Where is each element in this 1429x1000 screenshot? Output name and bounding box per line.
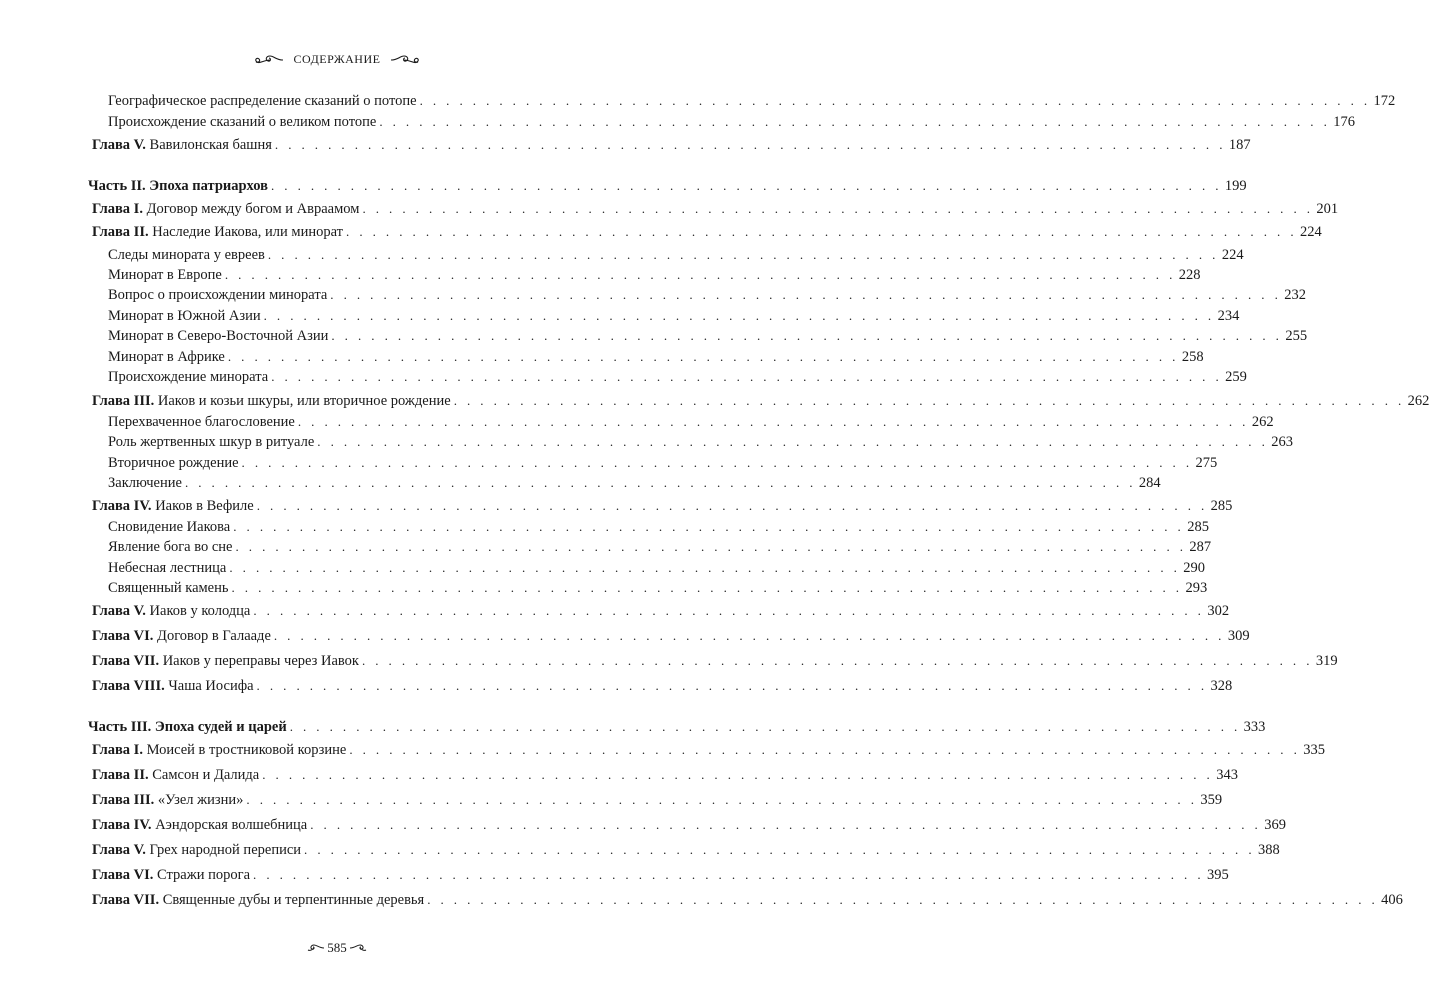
toc-chapter-entry bbox=[92, 791, 1223, 809]
toc-entry-title: Чаша Иосифа bbox=[164, 678, 254, 694]
toc-entry-title: Иаков в Вефиле bbox=[151, 498, 254, 514]
toc-entry-prefix: Глава VI. bbox=[92, 867, 154, 883]
dot-leader: . . . . . . . . . . . . . . . . . . . . . . . . . . . . . . . . . . . . . . . . . . . . . . . . . . . . . . . . . . . . . . . . . . . . . . . . bbox=[270, 178, 1222, 193]
toc-entry-title: Вопрос о происхождении минората bbox=[108, 287, 328, 303]
toc-page-number: 406 bbox=[1381, 892, 1403, 908]
dot-leader: . . . . . . . . . . . . . . . . . . . . . . . . . . . . . . . . . . . . . . . . . . . . . . . . . . . . . . . . . . . . . . . . . . . . . . . . bbox=[362, 201, 1314, 216]
toc-entry-label bbox=[92, 223, 343, 241]
toc-entry-label bbox=[108, 266, 222, 284]
toc-section-entry bbox=[108, 433, 1293, 451]
toc-chapter-entry bbox=[92, 652, 1338, 670]
dot-leader: . . . . . . . . . . . . . . . . . . . . . . . . . . . . . . . . . . . . . . . . . . . . . . . . . . . . . . . . . . . . . . . . . . . . . . . . bbox=[274, 137, 1226, 152]
toc-page-number: 335 bbox=[1303, 742, 1326, 758]
flourish-left-icon bbox=[254, 54, 284, 66]
toc-page-number: 263 bbox=[1271, 434, 1293, 450]
toc-entry-title: Самсон и Далида bbox=[148, 767, 260, 783]
dot-leader: . . . . . . . . . . . . . . . . . . . . . . . . . . . . . . . . . . . . . . . . . . . . . . . . . . . . . . . . . . . . . . . . . . . . . . . . bbox=[419, 93, 1371, 108]
toc-section-entry bbox=[108, 327, 1308, 345]
toc-entry-title: Договор между богом и Авраамом bbox=[142, 201, 360, 217]
dot-leader: . . . . . . . . . . . . . . . . . . . . . . . . . . . . . . . . . . . . . . . . . . . . . . . . . . . . . . . . . . . . . . . . . . . . . . . . bbox=[289, 719, 1241, 734]
toc-entry-title: Явление бога во сне bbox=[108, 539, 233, 555]
toc-chapter-entry bbox=[92, 677, 1233, 695]
toc-page-number: 284 bbox=[1138, 475, 1161, 491]
toc-entry-prefix: Глава III. bbox=[92, 393, 155, 409]
toc-section-entry bbox=[108, 538, 1212, 556]
toc-entry-label bbox=[108, 538, 232, 556]
dot-leader: . . . . . . . . . . . . . . . . . . . . . . . . . . . . . . . . . . . . . . . . . . . . . . . . . . . . . . . . . . . . . . . . . . . . . . . . bbox=[231, 580, 1183, 595]
toc-entry-label bbox=[108, 92, 417, 110]
toc-chapter-entry bbox=[92, 891, 1403, 909]
toc-entry-prefix: Глава I. bbox=[92, 201, 143, 217]
toc-page-number: 285 bbox=[1210, 498, 1233, 514]
dot-leader: . . . . . . . . . . . . . . . . . . . . . . . . . . . . . . . . . . . . . . . . . . . . . . . . . . . . . . . . . . . . . . . . . . . . . . . . bbox=[267, 247, 1219, 262]
page-footer bbox=[0, 940, 674, 956]
toc-entry-prefix: Глава IV. bbox=[92, 817, 152, 833]
dot-leader: . . . . . . . . . . . . . . . . . . . . . . . . . . . . . . . . . . . . . . . . . . . . . . . . . . . . . . . . . . . . . . . . . . . . . . . . bbox=[263, 308, 1215, 323]
toc-entry-label bbox=[108, 454, 239, 472]
toc-entry-prefix: Глава II. bbox=[92, 224, 149, 240]
toc-entry-label bbox=[88, 718, 287, 736]
toc-entry-title: Происхождение сказаний о великом потопе bbox=[108, 114, 377, 130]
dot-leader: . . . . . . . . . . . . . . . . . . . . . . . . . . . . . . . . . . . . . . . . . . . . . . . . . . . . . . . . . . . . . . . . . . . . . . . . bbox=[453, 393, 1405, 408]
toc-entry-prefix: Глава VI. bbox=[92, 628, 154, 644]
toc-chapter-entry bbox=[92, 497, 1233, 515]
toc-entry-title: Священный камень bbox=[108, 580, 229, 596]
toc-entry-title: Минорат в Африке bbox=[108, 349, 225, 365]
running-header bbox=[0, 52, 674, 67]
toc-section-entry bbox=[108, 307, 1240, 325]
toc-page-number: 259 bbox=[1225, 369, 1247, 385]
dot-leader: . . . . . . . . . . . . . . . . . . . . . . . . . . . . . . . . . . . . . . . . . . . . . . . . . . . . . . . . . . . . . . . . . . . . . . . . bbox=[361, 653, 1313, 668]
toc-entry-label bbox=[92, 652, 359, 670]
toc-entry-prefix: Глава V. bbox=[92, 842, 146, 858]
dot-leader: . . . . . . . . . . . . . . . . . . . . . . . . . . . . . . . . . . . . . . . . . . . . . . . . . . . . . . . . . . . . . . . . . . . . . . . . bbox=[304, 842, 1255, 857]
dot-leader: . . . . . . . . . . . . . . . . . . . . . . . . . . . . . . . . . . . . . . . . . . . . . . . . . . . . . . . . . . . . . . . . . . . . . . . . bbox=[246, 792, 1198, 807]
toc-page-number: 293 bbox=[1185, 580, 1208, 596]
toc-entry-title: Сновидение Иакова bbox=[108, 519, 231, 535]
toc-page-number: 255 bbox=[1285, 328, 1308, 344]
toc-page-number: 359 bbox=[1200, 792, 1223, 808]
dot-leader: . . . . . . . . . . . . . . . . . . . . . . . . . . . . . . . . . . . . . . . . . . . . . . . . . . . . . . . . . . . . . . . . . . . . . . . . bbox=[233, 519, 1185, 534]
toc-page-number: 319 bbox=[1315, 653, 1338, 669]
dot-leader: . . . . . . . . . . . . . . . . . . . . . . . . . . . . . . . . . . . . . . . . . . . . . . . . . . . . . . . . . . . . . . . . . . . . . . . . bbox=[349, 742, 1301, 757]
toc-section-entry bbox=[108, 266, 1201, 284]
toc-entry-label bbox=[92, 816, 307, 834]
toc-entry-label bbox=[92, 392, 451, 410]
toc-entry-prefix: Глава V. bbox=[92, 603, 146, 619]
toc-entry-prefix: Глава V. bbox=[92, 137, 146, 153]
toc-section-entry bbox=[108, 474, 1161, 492]
dot-leader: . . . . . . . . . . . . . . . . . . . . . . . . . . . . . . . . . . . . . . . . . . . . . . . . . . . . . . . . . . . . . . . . . . . . . . . . bbox=[253, 603, 1205, 618]
toc-page-number: 395 bbox=[1206, 867, 1229, 883]
toc-entry-title: Договор в Галааде bbox=[153, 628, 271, 644]
dot-leader: . . . . . . . . . . . . . . . . . . . . . . . . . . . . . . . . . . . . . . . . . . . . . . . . . . . . . . . . . . . . . . . . . . . . . . . . bbox=[271, 369, 1223, 384]
dot-leader: . . . . . . . . . . . . . . . . . . . . . . . . . . . . . . . . . . . . . . . . . . . . . . . . . . . . . . . . . . . . . . . . . . . . . . . . bbox=[184, 475, 1136, 490]
toc-page-number: 333 bbox=[1243, 719, 1266, 735]
flourish-left-icon bbox=[307, 943, 325, 953]
dot-leader: . . . . . . . . . . . . . . . . . . . . . . . . . . . . . . . . . . . . . . . . . . . . . . . . . . . . . . . . . . . . . . . . . . . . . . . . bbox=[224, 267, 1176, 282]
toc-page-number: 302 bbox=[1207, 603, 1230, 619]
toc-entry-prefix: Глава VII. bbox=[92, 892, 160, 908]
dot-leader: . . . . . . . . . . . . . . . . . . . . . . . . . . . . . . . . . . . . . . . . . . . . . . . . . . . . . . . . . . . . . . . . . . . . . . . . bbox=[379, 114, 1331, 129]
dot-leader: . . . . . . . . . . . . . . . . . . . . . . . . . . . . . . . . . . . . . . . . . . . . . . . . . . . . . . . . . . . . . . . . . . . . . . . . bbox=[256, 678, 1208, 693]
toc-entry-label bbox=[108, 579, 229, 597]
toc-page-number: 328 bbox=[1210, 678, 1233, 694]
toc-page-number: 388 bbox=[1258, 842, 1280, 858]
toc-chapter-entry bbox=[92, 841, 1280, 859]
toc-page-number: 224 bbox=[1299, 224, 1322, 240]
dot-leader: . . . . . . . . . . . . . . . . . . . . . . . . . . . . . . . . . . . . . . . . . . . . . . . . . . . . . . . . . . . . . . . . . . . . . . . . bbox=[229, 560, 1181, 575]
toc-section-entry bbox=[108, 368, 1247, 386]
toc-entry-title: Иаков у переправы через Иавок bbox=[159, 653, 359, 669]
toc-entry-prefix: Глава II. bbox=[92, 767, 149, 783]
toc-page-number: 285 bbox=[1187, 519, 1209, 535]
toc-part-entry bbox=[88, 177, 1247, 195]
toc-entry-title: Священные дубы и терпентинные деревья bbox=[159, 892, 425, 908]
toc-section-entry bbox=[108, 454, 1218, 472]
toc-entry-label bbox=[92, 136, 272, 154]
toc-chapter-entry bbox=[92, 866, 1229, 884]
toc-entry-label bbox=[88, 177, 268, 195]
toc-section-entry bbox=[108, 559, 1206, 577]
toc-entry-label bbox=[92, 866, 250, 884]
toc-entry-title: Минорат в Европе bbox=[108, 267, 222, 283]
toc-chapter-entry bbox=[92, 136, 1251, 154]
toc-entry-title: Заключение bbox=[108, 475, 182, 491]
toc-entry-label bbox=[108, 413, 295, 431]
dot-leader: . . . . . . . . . . . . . . . . . . . . . . . . . . . . . . . . . . . . . . . . . . . . . . . . . . . . . . . . . . . . . . . . . . . . . . . . bbox=[310, 817, 1262, 832]
toc-page-number: 187 bbox=[1228, 137, 1251, 153]
toc-entry-label bbox=[108, 518, 230, 536]
toc-section-entry bbox=[108, 113, 1356, 131]
toc-section-entry bbox=[108, 286, 1306, 304]
toc-section-entry bbox=[108, 246, 1244, 264]
toc-entry-title: Аэндорская волшебница bbox=[151, 817, 308, 833]
toc-entry-title: Минорат в Северо-Восточной Азии bbox=[108, 328, 329, 344]
toc-entry-label bbox=[108, 348, 225, 366]
toc-part-entry bbox=[88, 718, 1266, 736]
dot-leader: . . . . . . . . . . . . . . . . . . . . . . . . . . . . . . . . . . . . . . . . . . . . . . . . . . . . . . . . . . . . . . . . . . . . . . . . bbox=[331, 328, 1283, 343]
toc-entry-title: Иаков и козьи шкуры, или вторичное рождение bbox=[154, 393, 451, 409]
toc-entry-title: Происхождение минората bbox=[108, 369, 269, 385]
toc-entry-label bbox=[108, 474, 182, 492]
toc-entry-title: Следы минората у евреев bbox=[108, 247, 265, 263]
dot-leader: . . . . . . . . . . . . . . . . . . . . . . . . . . . . . . . . . . . . . . . . . . . . . . . . . . . . . . . . . . . . . . . . . . . . . . . . bbox=[253, 867, 1204, 882]
dot-leader: . . . . . . . . . . . . . . . . . . . . . . . . . . . . . . . . . . . . . . . . . . . . . . . . . . . . . . . . . . . . . . . . . . . . . . . . bbox=[346, 224, 1297, 239]
toc-entry-title: Небесная лестница bbox=[108, 560, 227, 576]
toc-entry-title: Роль жертвенных шкур в ритуале bbox=[108, 434, 315, 450]
toc-page-number: 309 bbox=[1227, 628, 1250, 644]
toc-chapter-entry bbox=[92, 741, 1326, 759]
dot-leader: . . . . . . . . . . . . . . . . . . . . . . . . . . . . . . . . . . . . . . . . . . . . . . . . . . . . . . . . . . . . . . . . . . . . . . . . bbox=[227, 349, 1179, 364]
dot-leader: . . . . . . . . . . . . . . . . . . . . . . . . . . . . . . . . . . . . . . . . . . . . . . . . . . . . . . . . . . . . . . . . . . . . . . . . bbox=[330, 287, 1282, 302]
toc-entry-label bbox=[108, 327, 328, 345]
toc-entry-prefix: Глава I. bbox=[92, 742, 143, 758]
toc-section-entry bbox=[108, 413, 1274, 431]
toc-page-number: 369 bbox=[1264, 817, 1286, 833]
page-number: 585 bbox=[327, 940, 347, 955]
dot-leader: . . . . . . . . . . . . . . . . . . . . . . . . . . . . . . . . . . . . . . . . . . . . . . . . . . . . . . . . . . . . . . . . . . . . . . . . bbox=[427, 892, 1379, 907]
toc-chapter-entry bbox=[92, 766, 1238, 784]
toc-entry-label bbox=[92, 602, 250, 620]
toc-chapter-entry bbox=[92, 602, 1230, 620]
dot-leader: . . . . . . . . . . . . . . . . . . . . . . . . . . . . . . . . . . . . . . . . . . . . . . . . . . . . . . . . . . . . . . . . . . . . . . . . bbox=[256, 498, 1208, 513]
toc-page-number: 199 bbox=[1224, 178, 1247, 194]
toc-page-number: 234 bbox=[1217, 308, 1240, 324]
toc-entry-label bbox=[92, 677, 254, 695]
toc-entry-label bbox=[92, 741, 346, 759]
toc-entry-title: Минорат в Южной Азии bbox=[108, 308, 261, 324]
toc-page-number: 262 bbox=[1251, 414, 1274, 430]
dot-leader: . . . . . . . . . . . . . . . . . . . . . . . . . . . . . . . . . . . . . . . . . . . . . . . . . . . . . . . . . . . . . . . . . . . . . . . . bbox=[273, 628, 1225, 643]
toc-page-number: 224 bbox=[1221, 247, 1244, 263]
toc-entry-label bbox=[108, 307, 261, 325]
toc-section-entry bbox=[108, 92, 1396, 110]
toc-entry-label bbox=[92, 627, 271, 645]
toc-entry-prefix: Глава VII. bbox=[92, 653, 160, 669]
toc-entry-label bbox=[92, 766, 259, 784]
toc-chapter-entry bbox=[92, 627, 1250, 645]
toc-entry-title: Грех народной переписи bbox=[145, 842, 302, 858]
toc-page-number: 262 bbox=[1407, 393, 1429, 409]
toc-page-number: 343 bbox=[1216, 767, 1238, 783]
toc-entry-prefix: Глава VIII. bbox=[92, 678, 165, 694]
toc-entry-label bbox=[108, 433, 314, 451]
toc-entry-title: Географическое распределение сказаний о потопе bbox=[108, 93, 417, 109]
toc-entry-label bbox=[92, 891, 424, 909]
dot-leader: . . . . . . . . . . . . . . . . . . . . . . . . . . . . . . . . . . . . . . . . . . . . . . . . . . . . . . . . . . . . . . . . . . . . . . . . bbox=[262, 767, 1214, 782]
toc-page-number: 201 bbox=[1316, 201, 1339, 217]
toc-entry-prefix: Глава III. bbox=[92, 792, 155, 808]
toc-entry-label bbox=[108, 368, 268, 386]
toc-page-number: 176 bbox=[1333, 114, 1356, 130]
toc-page-number: 228 bbox=[1178, 267, 1201, 283]
toc-chapter-entry bbox=[92, 816, 1286, 834]
toc-section-entry bbox=[108, 518, 1209, 536]
toc-entry-label bbox=[108, 246, 265, 264]
flourish-right-icon bbox=[390, 54, 420, 66]
toc-page-number: 290 bbox=[1183, 560, 1206, 576]
toc-entry-label bbox=[108, 559, 226, 577]
toc-chapter-entry bbox=[92, 392, 1429, 410]
toc-page-number: 275 bbox=[1195, 455, 1218, 471]
toc-entry-title: Вторичное рождение bbox=[108, 455, 239, 471]
running-header-title: СОДЕРЖАНИЕ bbox=[293, 52, 381, 66]
toc-entry-title: «Узел жизни» bbox=[154, 792, 244, 808]
toc-entry-title: Иаков у колодца bbox=[145, 603, 251, 619]
toc-page-number: 258 bbox=[1181, 349, 1204, 365]
dot-leader: . . . . . . . . . . . . . . . . . . . . . . . . . . . . . . . . . . . . . . . . . . . . . . . . . . . . . . . . . . . . . . . . . . . . . . . . bbox=[317, 434, 1269, 449]
toc-entry-label bbox=[108, 113, 376, 131]
toc-entry-label bbox=[92, 200, 359, 218]
toc-entry-label bbox=[92, 841, 301, 859]
dot-leader: . . . . . . . . . . . . . . . . . . . . . . . . . . . . . . . . . . . . . . . . . . . . . . . . . . . . . . . . . . . . . . . . . . . . . . . . bbox=[297, 414, 1249, 429]
toc-entry-label bbox=[92, 497, 254, 515]
toc-chapter-entry bbox=[92, 200, 1339, 218]
toc-section-entry bbox=[108, 348, 1204, 366]
toc-page-number: 172 bbox=[1373, 93, 1396, 109]
toc-entry-prefix: Глава IV. bbox=[92, 498, 152, 514]
toc-entry-title: Перехваченное благословение bbox=[108, 414, 295, 430]
toc-page-number: 232 bbox=[1284, 287, 1306, 303]
toc-entry-title: Наследие Иакова, или минорат bbox=[148, 224, 344, 240]
toc-page-number: 287 bbox=[1189, 539, 1212, 555]
toc-entry-title: Стражи порога bbox=[153, 867, 251, 883]
toc-section-entry bbox=[108, 579, 1208, 597]
toc-entry-label bbox=[108, 286, 327, 304]
dot-leader: . . . . . . . . . . . . . . . . . . . . . . . . . . . . . . . . . . . . . . . . . . . . . . . . . . . . . . . . . . . . . . . . . . . . . . . . bbox=[241, 455, 1193, 470]
toc-entry-title: Вавилонская башня bbox=[145, 137, 272, 153]
flourish-right-icon bbox=[349, 943, 367, 953]
toc-chapter-entry bbox=[92, 223, 1322, 241]
toc-entry-prefix: Часть II. Эпоха патриархов bbox=[88, 178, 268, 194]
toc-entry-prefix: Часть III. Эпоха судей и царей bbox=[88, 719, 287, 735]
dot-leader: . . . . . . . . . . . . . . . . . . . . . . . . . . . . . . . . . . . . . . . . . . . . . . . . . . . . . . . . . . . . . . . . . . . . . . . . bbox=[235, 539, 1187, 554]
toc-entry-label bbox=[92, 791, 243, 809]
toc-entry-title: Моисей в тростниковой корзине bbox=[142, 742, 347, 758]
